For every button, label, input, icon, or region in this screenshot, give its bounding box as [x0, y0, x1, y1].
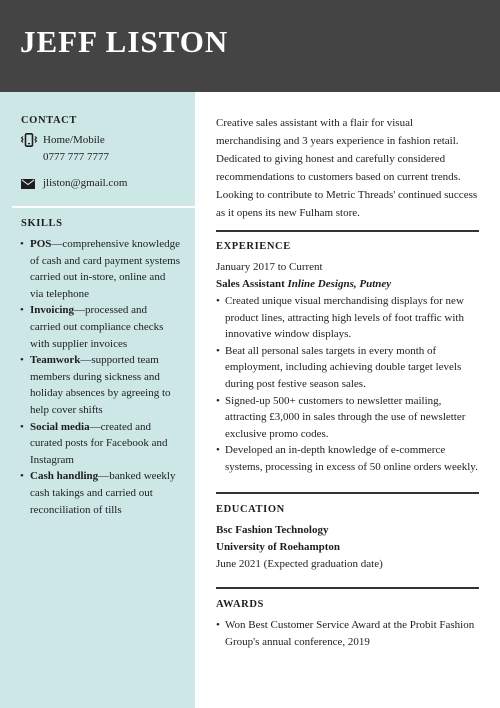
experience-role-line: [216, 276, 391, 292]
job-title: Sales Assistant: [216, 278, 285, 290]
experience-bullet: • Beat all personal sales targets in every month of employment, including achieving double target levels during post festive season sales.: [216, 344, 462, 390]
skill-item: • POS—comprehensive knowledge of cash and card payment systems carried out in-store, online and via telephone: [20, 238, 181, 300]
award-item: • Won Best Customer Service Award at the Probit Fashion Group's annual conference, 2019: [216, 619, 475, 648]
contact-heading: CONTACT: [21, 115, 77, 126]
phone-label: Home/Mobile: [43, 134, 105, 146]
phone-number: 0777 777 7777: [43, 151, 109, 163]
experience-dates: January 2017 to Current: [216, 261, 323, 273]
email-address: jliston@gmail.com: [43, 177, 128, 189]
profile-summary: Creative sales assistant with a flair for visual merchandising and 3 years experience in fashion retail. Dedicated to giving honest and carefully considered recommendations to customers based on current trends. Looking to contribute to Metric Threads' continued success as it opens its new Fulham store.: [216, 117, 478, 219]
experience-bullet: • Developed an in-depth knowledge of e-commerce systems, processing in excess of 50 online orders weekly.: [216, 444, 478, 473]
education-heading: EDUCATION: [216, 504, 285, 515]
section-divider: [216, 492, 479, 494]
employer: Inline Designs, Putney: [287, 278, 392, 290]
header-banner: [0, 0, 500, 92]
education-degree: Bsc Fashion Technology: [216, 524, 329, 536]
skill-item: • Teamwork—supported team members during sickness and holiday absences by agreeing to help cover shifts: [20, 354, 171, 416]
skill-item: • Social media—created and curated posts for Facebook and Instagram: [20, 420, 168, 466]
experience-bullets: [216, 293, 480, 476]
phone-vibrate-icon: [20, 133, 38, 147]
skills-heading: SKILLS: [21, 218, 63, 229]
section-divider: [216, 230, 479, 232]
awards-heading: AWARDS: [216, 599, 264, 610]
experience-heading: EXPERIENCE: [216, 241, 291, 252]
sidebar-divider: [12, 206, 195, 208]
education-school: University of Roehampton: [216, 541, 341, 553]
skills-list: [20, 236, 180, 518]
candidate-name: JEFF LISTON: [20, 24, 229, 59]
education-date: June 2021 (Expected graduation date): [216, 558, 383, 570]
experience-bullet: • Signed-up 500+ customers to newsletter mailing, attracting £3,000 in sales through the use of newsletter exclusive promo codes.: [216, 394, 466, 440]
envelope-icon: [21, 179, 35, 189]
skill-item: • Invoicing—processed and carried out compliance checks with supplier invoices: [20, 304, 164, 350]
experience-bullet: • Created unique visual merchandising displays for new product lines, attracting high levels of foot traffic with innovative window displays.: [216, 295, 464, 341]
skill-item: • Cash handling—banked weekly cash takings and carried out reconciliation of tills: [20, 470, 176, 516]
section-divider: [216, 587, 479, 589]
awards-list: [216, 617, 480, 650]
